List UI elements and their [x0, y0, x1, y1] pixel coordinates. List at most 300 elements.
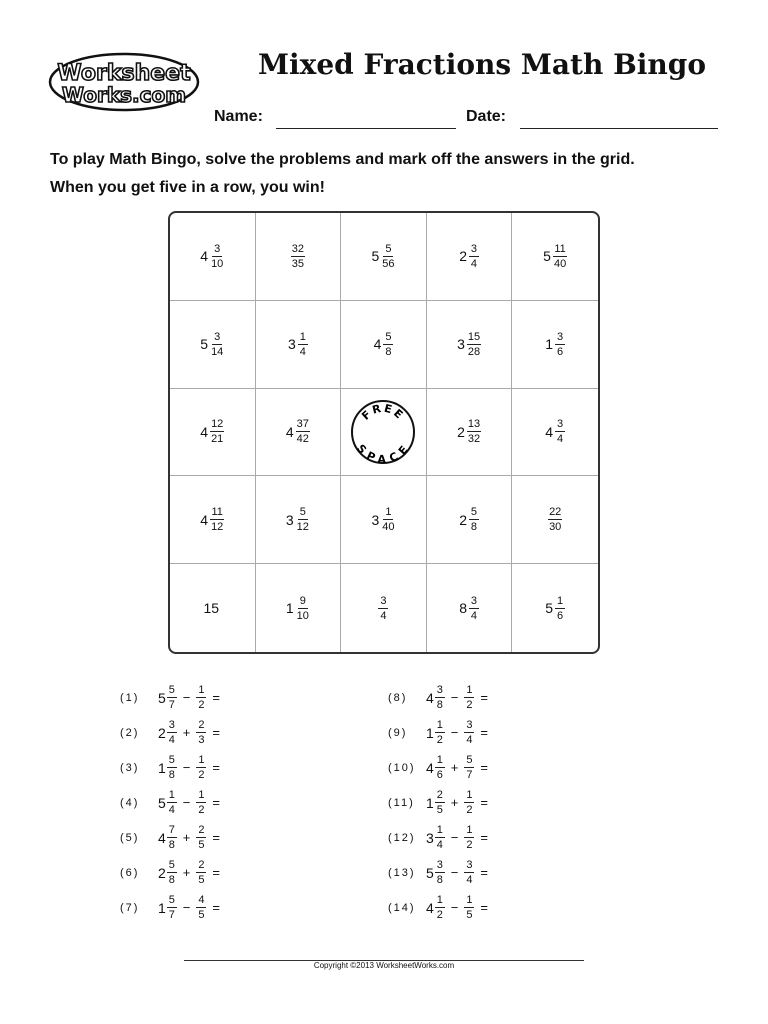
- denominator: 3: [198, 734, 205, 746]
- denominator: 2: [466, 699, 473, 711]
- denominator: 5: [198, 909, 205, 921]
- name-label: Name:: [214, 108, 263, 125]
- mixed-number: [158, 684, 177, 711]
- problem-number: (12): [388, 831, 416, 844]
- numerator: 5: [385, 330, 392, 343]
- bingo-cell[interactable]: [170, 213, 256, 301]
- mixed-number: [291, 243, 305, 270]
- fraction: [555, 595, 565, 622]
- equals-sign: =: [480, 690, 488, 705]
- denominator: 2: [198, 699, 205, 711]
- mixed-number: [286, 506, 310, 533]
- problem-number: (8): [388, 691, 408, 704]
- whole-part: 8: [459, 600, 467, 617]
- numerator: 1: [385, 506, 392, 519]
- denominator: 2: [436, 734, 443, 746]
- numerator: 2: [198, 719, 205, 731]
- denominator: 2: [198, 769, 205, 781]
- mixed-number: [286, 595, 310, 622]
- denominator: 6: [557, 345, 564, 358]
- numerator: 1: [466, 894, 473, 906]
- problem-number: (10): [388, 761, 416, 774]
- operator: −: [450, 725, 459, 740]
- fraction: [464, 719, 474, 746]
- mixed-number: [371, 506, 395, 533]
- numerator: 1: [436, 719, 443, 731]
- bingo-cell[interactable]: [170, 564, 256, 652]
- denominator: 4: [470, 609, 478, 622]
- mixed-number: [200, 418, 224, 445]
- numerator: 3: [470, 242, 478, 255]
- fraction: [464, 789, 474, 816]
- problem-number: (3): [120, 761, 140, 774]
- bingo-cell[interactable]: [170, 389, 256, 477]
- fraction: [196, 754, 206, 781]
- denominator: 4: [466, 734, 473, 746]
- mixed-number: [196, 754, 206, 781]
- mixed-number: [543, 243, 567, 270]
- numerator: 11: [554, 242, 566, 255]
- bingo-cell[interactable]: [512, 476, 598, 564]
- problem-item: [120, 789, 220, 816]
- equals-sign: =: [212, 725, 220, 740]
- whole-part: 2: [158, 864, 166, 881]
- fraction: [167, 684, 177, 711]
- numerator: 15: [467, 330, 481, 343]
- operator: +: [450, 795, 459, 810]
- mixed-number: [158, 719, 177, 746]
- whole-part: 4: [158, 829, 166, 846]
- bingo-cell[interactable]: [341, 301, 427, 389]
- numerator: 1: [466, 684, 473, 696]
- fraction: [196, 894, 206, 921]
- problem-number: (7): [120, 901, 140, 914]
- bingo-cell[interactable]: [341, 213, 427, 301]
- operator: −: [450, 900, 459, 915]
- fraction: [469, 595, 479, 622]
- denominator: 8: [385, 345, 392, 358]
- mixed-number: [426, 859, 445, 886]
- fraction: [464, 859, 474, 886]
- numerator: 1: [198, 789, 205, 801]
- operator: −: [182, 760, 191, 775]
- denominator: 56: [382, 257, 395, 270]
- fraction: [167, 719, 177, 746]
- mixed-number: [288, 331, 308, 358]
- mixed-number: [464, 894, 474, 921]
- mixed-number: [426, 754, 445, 781]
- denominator: 2: [466, 839, 473, 851]
- problem-item: [120, 684, 220, 711]
- numerator: 3: [466, 719, 473, 731]
- fraction: [553, 243, 567, 270]
- whole-part: 4: [426, 899, 434, 916]
- numerator: 3: [470, 594, 478, 607]
- denominator: 35: [291, 257, 305, 270]
- problem-number: (5): [120, 831, 140, 844]
- bingo-cell[interactable]: [256, 476, 342, 564]
- fraction: [555, 418, 565, 445]
- denominator: 21: [211, 433, 224, 446]
- numerator: 37: [296, 418, 309, 431]
- fraction: [167, 894, 177, 921]
- denominator: 2: [198, 804, 205, 816]
- denominator: 12: [296, 521, 309, 534]
- equals-sign: =: [212, 900, 220, 915]
- fraction: [464, 684, 474, 711]
- problem-number: (4): [120, 796, 140, 809]
- numerator: 1: [436, 754, 443, 766]
- whole-part: 2: [459, 248, 467, 265]
- fraction: [167, 824, 177, 851]
- denominator: 28: [467, 345, 481, 358]
- problem-number: (1): [120, 691, 140, 704]
- problem-item: [388, 754, 488, 781]
- bingo-grid: [168, 211, 600, 654]
- equals-sign: =: [480, 900, 488, 915]
- mixed-number: [464, 824, 474, 851]
- date-field[interactable]: [520, 128, 718, 129]
- equals-sign: =: [480, 725, 488, 740]
- free-space-badge: [350, 399, 416, 465]
- fraction: [435, 684, 445, 711]
- fraction: [467, 331, 481, 358]
- denominator: 5: [198, 874, 205, 886]
- denominator: 6: [436, 769, 443, 781]
- denominator: 14: [211, 345, 224, 358]
- bingo-cell[interactable]: [341, 476, 427, 564]
- fraction: [210, 243, 224, 270]
- problem-item: [388, 789, 488, 816]
- whole-part: 4: [426, 689, 434, 706]
- mixed-number: [286, 418, 310, 445]
- denominator: 8: [168, 839, 175, 851]
- mixed-number: [200, 331, 224, 358]
- mixed-number: [464, 719, 474, 746]
- mixed-number: [426, 684, 445, 711]
- bingo-cell[interactable]: [512, 389, 598, 477]
- numerator: 1: [557, 594, 564, 607]
- fraction: [296, 418, 310, 445]
- denominator: 7: [466, 769, 473, 781]
- mixed-number: [196, 824, 206, 851]
- whole-part: 1: [426, 724, 434, 741]
- fraction: [435, 754, 445, 781]
- equals-sign: =: [480, 795, 488, 810]
- operator: +: [450, 760, 459, 775]
- numerator: 9: [299, 594, 306, 607]
- fraction: [383, 331, 393, 358]
- logo-line2: Works.com: [61, 83, 187, 107]
- fraction: [435, 894, 445, 921]
- free-label: FREE: [359, 401, 408, 423]
- mixed-number: [464, 754, 474, 781]
- numerator: 12: [211, 418, 224, 431]
- problem-item: [388, 894, 488, 921]
- whole-part: 1: [285, 600, 294, 617]
- problem-item: [120, 824, 220, 851]
- operator: −: [182, 795, 191, 810]
- fraction: [196, 719, 206, 746]
- fraction: [167, 789, 177, 816]
- mixed-number: [426, 719, 445, 746]
- numerator: 3: [557, 330, 564, 343]
- denominator: 5: [466, 909, 473, 921]
- mixed-number: [457, 331, 481, 358]
- mixed-number: [545, 331, 565, 358]
- whole-part: 4: [200, 248, 209, 265]
- whole-part: 2: [158, 724, 166, 741]
- denominator: 5: [436, 804, 443, 816]
- equals-sign: =: [212, 690, 220, 705]
- copyright-text: Copyright ©2013 WorksheetWorks.com: [313, 961, 455, 970]
- denominator: 4: [380, 609, 387, 622]
- denominator: 40: [382, 521, 395, 534]
- whole-part: 3: [371, 511, 380, 528]
- instruction-line-2: When you get five in a row, you win!: [50, 179, 325, 196]
- mixed-number: [204, 600, 222, 616]
- denominator: 10: [211, 257, 224, 270]
- bingo-cell[interactable]: [170, 476, 256, 564]
- fraction: [167, 754, 177, 781]
- numerator: 1: [299, 330, 306, 343]
- equals-sign: =: [212, 830, 220, 845]
- problem-number: (9): [388, 726, 408, 739]
- denominator: 32: [467, 433, 481, 446]
- denominator: 10: [296, 609, 309, 622]
- problem-item: [120, 719, 220, 746]
- denominator: 6: [557, 609, 564, 622]
- numerator: 2: [198, 859, 205, 871]
- equals-sign: =: [480, 865, 488, 880]
- bingo-cell[interactable]: [256, 301, 342, 389]
- mixed-number: [158, 789, 177, 816]
- bingo-cell[interactable]: [427, 301, 513, 389]
- whole-part: 1: [426, 794, 434, 811]
- numerator: 4: [198, 894, 205, 906]
- numerator: 1: [436, 894, 443, 906]
- mixed-number: [459, 243, 479, 270]
- fraction: [381, 506, 395, 533]
- numerator: 3: [168, 719, 175, 731]
- denominator: 4: [557, 433, 564, 446]
- mixed-number: [158, 754, 177, 781]
- mixed-number: [196, 719, 206, 746]
- mixed-number: [545, 595, 565, 622]
- denominator: 4: [299, 345, 306, 358]
- numerator: 5: [470, 506, 478, 519]
- space-label: SPACE: [354, 441, 413, 465]
- numerator: 1: [466, 824, 473, 836]
- whole-part: 5: [545, 600, 554, 617]
- fraction: [464, 754, 474, 781]
- fraction: [296, 506, 310, 533]
- fraction: [469, 506, 479, 533]
- whole-part: 3: [285, 511, 294, 528]
- whole-part: 1: [158, 899, 166, 916]
- name-field[interactable]: [276, 128, 456, 129]
- whole-part: 4: [200, 423, 209, 440]
- numerator: 5: [299, 506, 306, 519]
- mixed-number: [464, 859, 474, 886]
- numerator: 5: [466, 754, 473, 766]
- problem-item: [120, 859, 220, 886]
- operator: +: [182, 830, 191, 845]
- whole-part: 15: [203, 600, 220, 617]
- bingo-cell[interactable]: [512, 213, 598, 301]
- whole-part: 5: [158, 689, 166, 706]
- numerator: 1: [168, 789, 175, 801]
- bingo-cell[interactable]: [512, 564, 598, 652]
- denominator: 8: [168, 874, 175, 886]
- mixed-number: [196, 894, 206, 921]
- whole-part: 2: [459, 511, 467, 528]
- bingo-cell[interactable]: [427, 389, 513, 477]
- denominator: 7: [168, 909, 175, 921]
- problem-number: (6): [120, 866, 140, 879]
- mixed-number: [196, 789, 206, 816]
- bingo-cell[interactable]: [170, 301, 256, 389]
- bingo-cell[interactable]: [512, 301, 598, 389]
- mixed-number: [426, 894, 445, 921]
- bingo-cell[interactable]: [427, 213, 513, 301]
- mixed-number: [196, 684, 206, 711]
- problem-item: [388, 824, 488, 851]
- problem-item: [388, 684, 488, 711]
- fraction: [291, 243, 305, 270]
- fraction: [210, 331, 224, 358]
- numerator: 13: [467, 418, 481, 431]
- operator: −: [182, 900, 191, 915]
- whole-part: 5: [200, 336, 209, 353]
- free-space-cell[interactable]: [341, 389, 427, 477]
- mixed-number: [459, 506, 479, 533]
- operator: −: [182, 690, 191, 705]
- mixed-number: [426, 824, 445, 851]
- whole-part: 5: [371, 248, 380, 265]
- fraction: [196, 789, 206, 816]
- fraction: [548, 506, 562, 533]
- numerator: 5: [168, 859, 175, 871]
- bingo-cell[interactable]: [256, 564, 342, 652]
- mixed-number: [459, 595, 479, 622]
- denominator: 7: [168, 699, 175, 711]
- bingo-cell[interactable]: [427, 476, 513, 564]
- fraction: [296, 595, 310, 622]
- fraction: [464, 894, 474, 921]
- whole-part: 3: [457, 336, 465, 353]
- bingo-cell[interactable]: [427, 564, 513, 652]
- mixed-number: [158, 859, 177, 886]
- whole-part: 4: [200, 511, 209, 528]
- numerator: 5: [168, 754, 175, 766]
- problem-item: [388, 859, 488, 886]
- mixed-number: [464, 684, 474, 711]
- problem-number: (2): [120, 726, 140, 739]
- operator: +: [182, 865, 191, 880]
- denominator: 40: [553, 257, 567, 270]
- numerator: 3: [436, 684, 443, 696]
- numerator: 3: [557, 418, 564, 431]
- fraction: [435, 859, 445, 886]
- denominator: 8: [436, 699, 443, 711]
- fraction: [298, 331, 308, 358]
- denominator: 30: [549, 521, 562, 534]
- mixed-number: [374, 331, 394, 358]
- whole-part: 4: [426, 759, 434, 776]
- bingo-cell[interactable]: [341, 564, 427, 652]
- operator: −: [450, 690, 459, 705]
- numerator: 1: [198, 754, 205, 766]
- mixed-number: [200, 506, 224, 533]
- bingo-cell[interactable]: [256, 389, 342, 477]
- denominator: 8: [436, 874, 443, 886]
- mixed-number: [158, 824, 177, 851]
- mixed-number: [378, 595, 388, 622]
- denominator: 12: [211, 521, 224, 534]
- numerator: 3: [214, 242, 221, 255]
- instruction-line-1: To play Math Bingo, solve the problems and mark off the answers in the grid.: [50, 151, 635, 168]
- whole-part: 5: [426, 864, 434, 881]
- mixed-number: [371, 243, 395, 270]
- fraction: [435, 789, 445, 816]
- page-title: Mixed Fractions Math Bingo: [258, 48, 706, 81]
- numerator: 1: [198, 684, 205, 696]
- equals-sign: =: [212, 795, 220, 810]
- numerator: 3: [380, 594, 387, 607]
- fraction: [210, 506, 224, 533]
- fraction: [210, 418, 224, 445]
- numerator: 5: [168, 894, 175, 906]
- fraction: [435, 824, 445, 851]
- denominator: 5: [198, 839, 205, 851]
- operator: −: [450, 865, 459, 880]
- mixed-number: [196, 859, 206, 886]
- whole-part: 4: [545, 423, 554, 440]
- numerator: 11: [211, 506, 223, 519]
- fraction: [196, 684, 206, 711]
- equals-sign: =: [212, 760, 220, 775]
- mixed-number: [158, 894, 177, 921]
- numerator: 1: [466, 789, 473, 801]
- fraction: [555, 331, 565, 358]
- numerator: 2: [436, 789, 443, 801]
- denominator: 8: [168, 769, 175, 781]
- mixed-number: [426, 789, 445, 816]
- denominator: 42: [296, 433, 309, 446]
- problem-item: [120, 894, 220, 921]
- denominator: 2: [466, 804, 473, 816]
- operator: +: [182, 725, 191, 740]
- denominator: 4: [168, 804, 175, 816]
- fraction: [378, 595, 388, 622]
- numerator: 32: [291, 242, 305, 255]
- numerator: 5: [168, 684, 175, 696]
- bingo-cell[interactable]: [256, 213, 342, 301]
- logo-line1: Worksheet: [57, 61, 191, 86]
- mixed-number: [464, 789, 474, 816]
- denominator: 8: [470, 521, 478, 534]
- mixed-number: [548, 506, 562, 533]
- problem-number: (13): [388, 866, 416, 879]
- problem-number: (11): [388, 796, 415, 809]
- mixed-number: [200, 243, 224, 270]
- equals-sign: =: [480, 760, 488, 775]
- fraction: [167, 859, 177, 886]
- whole-part: 3: [426, 829, 434, 846]
- equals-sign: =: [480, 830, 488, 845]
- denominator: 4: [168, 734, 175, 746]
